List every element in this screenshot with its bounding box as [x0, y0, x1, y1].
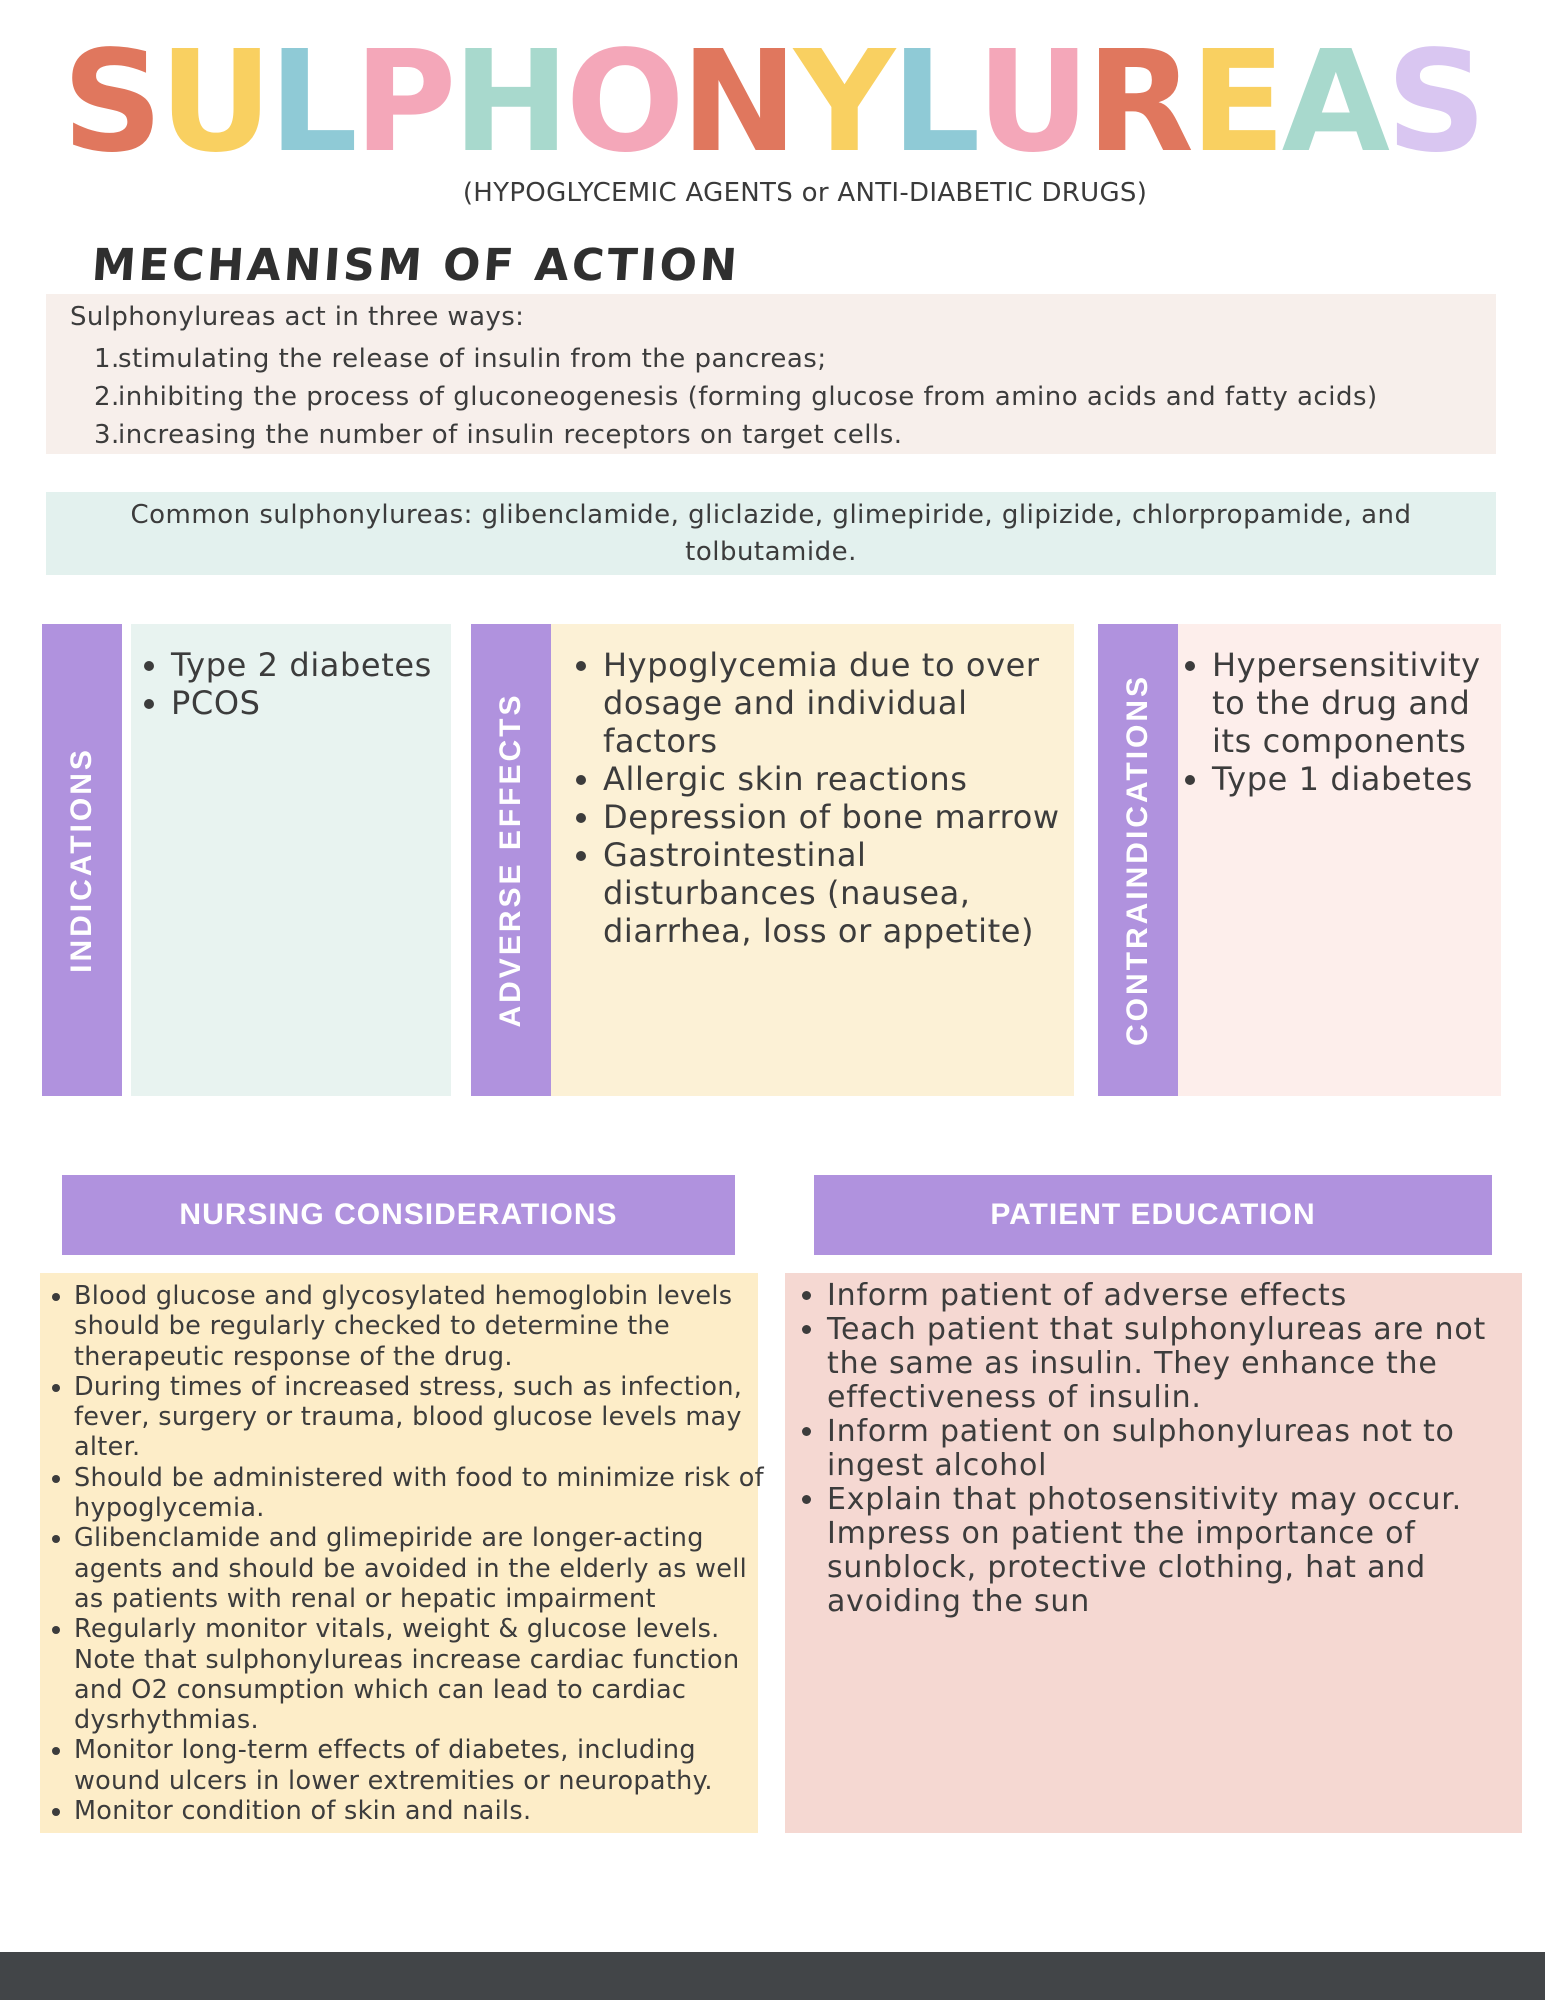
title-letter: E	[1189, 21, 1282, 184]
list-item: • Hypersensitivity to the drug and its components	[1212, 646, 1512, 760]
nursing-considerations-box	[40, 1273, 764, 1833]
nursing-considerations-list	[44, 1281, 776, 1826]
nursing-considerations-label: NURSING CONSIDERATIONS	[179, 1198, 618, 1231]
title-letter: U	[976, 21, 1087, 184]
list-item: • Inform patient of adverse effects	[827, 1279, 1527, 1313]
list-item	[94, 416, 1378, 454]
list-item: • Depression of bone marrow	[603, 798, 1083, 836]
list-item: • Blood glucose and glycosylated hemoglobin levels should be regularly checked to determine the therapeutic response of the drug.	[74, 1281, 776, 1372]
common-drugs-box	[46, 492, 1496, 575]
list-item	[94, 378, 1378, 416]
title-letter: Y	[793, 21, 892, 184]
contraindications-label: CONTRAINDICATIONS	[1121, 673, 1154, 1047]
mechanism-heading: MECHANISM OF ACTION	[90, 240, 742, 291]
list-item: • Glibenclamide and glimepiride are longer-acting agents and should be avoided in the elderly as well as patients with renal or hepatic impairment	[74, 1523, 776, 1614]
list-text: increasing the number of insulin receptors on target cells.	[118, 420, 903, 450]
title-letter: N	[680, 21, 794, 184]
list-item: • Regularly monitor vitals, weight & glucose levels. Note that sulphonylureas increase cardiac function and O2 consumption which can lead to cardiac dysrhythmias.	[74, 1614, 776, 1735]
list-item	[94, 340, 1378, 378]
patient-education-label: PATIENT EDUCATION	[990, 1198, 1316, 1231]
list-item: • Monitor long-term effects of diabetes, including wound ulcers in lower extremities or neuropathy.	[74, 1735, 776, 1796]
list-item: • Monitor condition of skin and nails.	[74, 1796, 776, 1826]
list-item: • During times of increased stress, such as infection, fever, surgery or trauma, blood glucose levels may alter.	[74, 1372, 776, 1463]
title-letter: L	[268, 21, 354, 184]
adverse-effects-tab	[471, 624, 551, 1096]
title-letter: R	[1086, 21, 1190, 184]
list-item: • Inform patient on sulphonylureas not to ingest alcohol	[827, 1415, 1527, 1483]
mechanism-list	[94, 340, 1378, 454]
list-item: • PCOS	[171, 684, 461, 722]
footer-bar	[0, 1952, 1545, 2000]
adverse-effects-list	[573, 646, 1083, 950]
page-subtitle: (HYPOGLYCEMIC AGENTS or ANTI-DIABETIC DRUGS)	[462, 178, 1148, 208]
list-item: • Type 1 diabetes	[1212, 760, 1512, 798]
list-item: • Should be administered with food to minimize risk of hypoglycemia.	[74, 1463, 776, 1524]
title-letter: A	[1281, 21, 1386, 184]
title-letter: S	[62, 21, 159, 184]
list-number: 1.	[94, 344, 120, 374]
patient-education-box	[785, 1273, 1522, 1833]
page-title	[0, 21, 1545, 184]
mechanism-intro: Sulphonylureas act in three ways:	[70, 302, 525, 332]
title-letter: S	[1385, 21, 1483, 184]
indications-label: INDICATIONS	[65, 747, 98, 973]
patient-education-list	[797, 1279, 1527, 1619]
adverse-effects-label: ADVERSE EFFECTS	[494, 692, 527, 1028]
contraindications-list	[1182, 646, 1512, 798]
list-item: • Teach patient that sulphonylureas are not the same as insulin. They enhance the effectiveness of insulin.	[827, 1313, 1527, 1415]
title-letter: O	[565, 21, 681, 184]
indications-list	[141, 646, 461, 722]
list-item: • Gastrointestinal disturbances (nausea, diarrhea, loss or appetite)	[603, 836, 1083, 950]
indications-panel	[131, 624, 451, 1096]
common-drugs-text: Common sulphonylureas: glibenclamide, gliclazide, glimepiride, glipizide, chlorpropamide, and tolbutamide.	[130, 499, 1412, 567]
list-item: • Explain that photosensitivity may occur. Impress on patient the importance of sunblock, protective clothing, hat and avoiding the sun	[827, 1483, 1527, 1619]
list-text: stimulating the release of insulin from the pancreas;	[118, 344, 827, 374]
list-number: 2.	[94, 382, 120, 412]
contraindications-tab	[1098, 624, 1178, 1096]
list-number: 3.	[94, 420, 120, 450]
title-letter: P	[353, 21, 453, 184]
patient-education-header	[814, 1175, 1492, 1255]
title-letter: U	[159, 21, 269, 184]
nursing-considerations-header	[62, 1175, 735, 1255]
list-item: • Type 2 diabetes	[171, 646, 461, 684]
contraindications-panel	[1178, 624, 1501, 1096]
adverse-effects-panel	[551, 624, 1074, 1096]
indications-tab	[42, 624, 122, 1096]
title-letter: H	[452, 21, 566, 184]
list-item: • Allergic skin reactions	[603, 760, 1083, 798]
mechanism-box	[46, 294, 1496, 454]
title-letter: L	[891, 21, 977, 184]
list-text: inhibiting the process of gluconeogenesis (forming glucose from amino acids and fatty acids)	[118, 382, 1378, 412]
list-item: • Hypoglycemia due to over dosage and individual factors	[603, 646, 1083, 760]
